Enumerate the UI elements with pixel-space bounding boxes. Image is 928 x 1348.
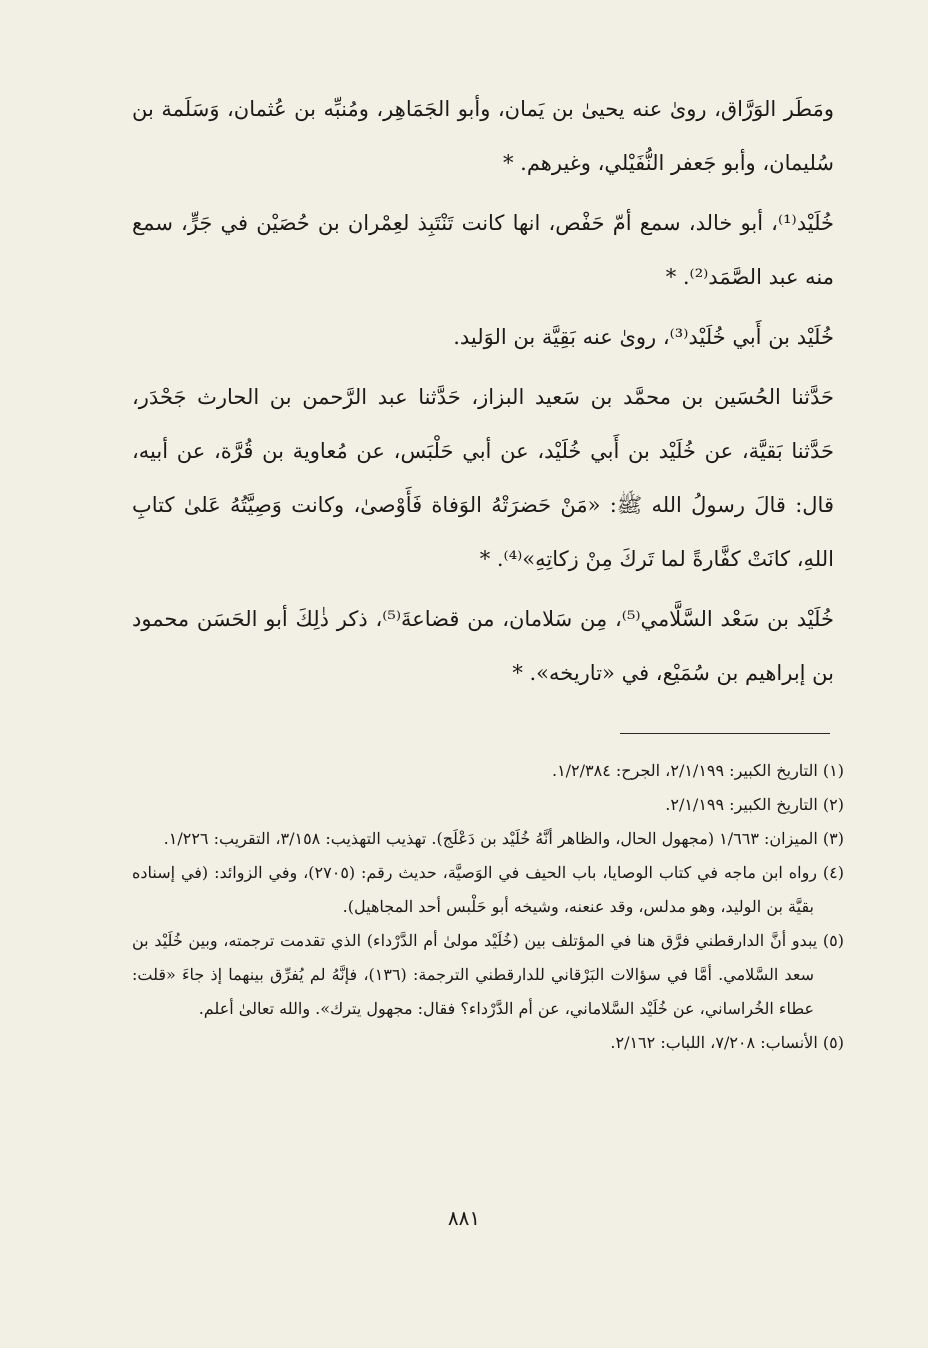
footnote-divider [620, 733, 830, 734]
paragraph-hadith-narration: حَدَّثنا الحُسَين بن محمَّد بن سَعيد البزاز، حَدَّثنا عبد الرَّحمن بن الحارث جَحْدَر، حَدَّثنا بَقيَّة، عن خُلَيْد بن أَبي خُلَيْد، عن أبي حَلْبَس، عن مُعاوية بن قُرَّة، عن أبيه، قال: قالَ رسولُ الله ﷺ: «مَنْ حَضرَتْهُ الوَفاة فَأَوْصىٰ، وكانت وَصِيَّتُهُ عَلىٰ كتابِ اللهِ، كانَتْ كفَّارةً لما تَركَ مِنْ زكاتِهِ»⁽⁴⁾. * [132, 385, 834, 571]
paragraph-khulayd-abu-khalid: خُلَيْد⁽¹⁾، أبو خالد، سمع أمّ حَفْص، انها كانت تَنْتَبِذ لعِمْران بن حُصَيْن في جَرٍّ، سمع منه عبد الصَّمَد⁽²⁾. * [132, 211, 834, 289]
footnote-4: (٤) رواه ابن ماجه في كتاب الوصايا، باب الحيف في الوَصيَّة، حديث رقم: (٢٧٠٥)، وفي الزوائد: (في إسناده بقيَّة بن الوليد، وهو مدلس، وقد عنعنه، وشيخه أبو حَلْبس أحد المجاهيل). [132, 863, 844, 916]
footnote-2: (٢) التاريخ الكبير: ٢/١/١٩٩. [665, 795, 844, 814]
footnote-3: (٣) الميزان: ١/٦٦٣ (مجهول الحال، والظاهر أنَّهُ خُلَيْد بن دَعْلَج). تهذيب التهذيب: ٣/١٥٨، التقريب: ١/٢٢٦. [163, 829, 844, 848]
footnote-1: (١) التاريخ الكبير: ٢/١/١٩٩، الجرح: ١/٢/٣٨٤. [551, 761, 844, 780]
footnote-5b: (٥) الأنساب: ٧/٢٠٨، اللباب: ٢/١٦٢. [610, 1033, 844, 1052]
paragraph-khulayd-ibn-abi-khulayd: خُلَيْد بن أَبي خُلَيْد⁽³⁾، روىٰ عنه بَقِيَّة بن الوَليد. [453, 325, 834, 349]
paragraph-matar-alwarraq: ومَطَر الوَرَّاق، روىٰ عنه يحيىٰ بن يَمان، وأبو الجَمَاهِر، ومُنبِّه بن عُثمان، وَسَلَمة بن سُليمان، وأبو جَعفر النُّفَيْلي، وغيرهم. * [132, 97, 834, 175]
paragraph-khulayd-ibn-sad: خُلَيْد بن سَعْد السَّلَّامي⁽⁵⁾، مِن سَلامان، من قضاعةَ⁽⁵⁾، ذكر ذٰلِكَ أبو الحَسَن محمود بن إبراهيم بن سُمَيْع، في «تاريخه». * [132, 607, 834, 685]
page-number: ٨٨١ [447, 1206, 481, 1230]
main-text [132, 82, 834, 706]
footnotes [132, 754, 844, 1060]
footnote-5a: (٥) يبدو أنَّ الدارقطني فرَّق هنا في المؤتلف بين (خُلَيْد مولىٰ أم الدَّرْداء) الذي تقدمت ترجمته، وبين خُلَيْد بن سعد السَّلامي. أمَّا في سؤالات البَرْقاني للدارقطني الترجمة: (١٣٦)، فإنَّهُ لم يُفرِّق بينهما إذ جاءَ «قلت: عطاء الخُراساني، عن خُلَيْد السَّلاماني، عن أم الدَّرْداء؟ فقال: مجهول يترك». والله تعالىٰ أعلم. [132, 931, 844, 1018]
